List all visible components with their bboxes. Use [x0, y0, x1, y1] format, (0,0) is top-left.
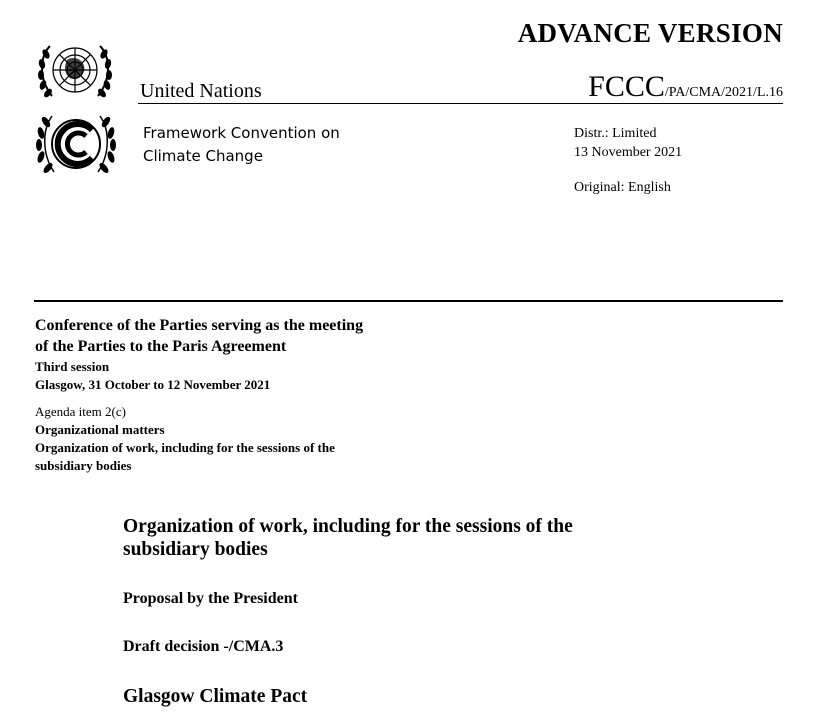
document-symbol	[588, 70, 783, 104]
pact-title: Glasgow Climate Pact	[123, 686, 308, 707]
distribution-block	[574, 124, 682, 162]
convention-line-1: Framework Convention on	[143, 124, 340, 142]
conference-line-1: Conference of the Parties serving as the meeting	[35, 317, 364, 334]
session-block	[35, 358, 270, 394]
location-dates: Glasgow, 31 October to 12 November 2021	[35, 377, 271, 392]
agenda-title: Organizational matters	[35, 422, 165, 437]
agenda-item: Agenda item 2(c)	[35, 404, 126, 419]
document-title-line-1: Organization of work, including for the sessions of the	[123, 516, 573, 537]
conference-heading	[35, 315, 363, 357]
session-label: Third session	[35, 359, 110, 374]
original-language: Original: English	[574, 180, 671, 195]
un-emblem-icon	[34, 38, 116, 104]
conference-line-2: of the Parties to the Paris Agreement	[35, 338, 287, 355]
agenda-subtitle-line-1: Organization of work, including for the sessions of the	[35, 440, 335, 455]
organization-name: United Nations	[140, 80, 262, 102]
symbol-suffix: /PA/CMA/2021/L.16	[664, 85, 783, 100]
document-title	[123, 515, 573, 561]
symbol-main: FCCC	[588, 70, 665, 103]
document-title-line-2: subsidiary bodies	[123, 539, 268, 560]
proposal-label: Proposal by the President	[123, 590, 298, 607]
convention-line-2: Climate Change	[143, 147, 263, 165]
unfccc-emblem-icon	[34, 108, 118, 180]
agenda-subtitle-line-2: subsidiary bodies	[35, 458, 132, 473]
document-date: 13 November 2021	[574, 145, 683, 160]
advance-version-label: ADVANCE VERSION	[517, 18, 783, 48]
header-divider	[138, 103, 783, 104]
section-divider	[34, 300, 783, 302]
distribution-label: Distr.: Limited	[574, 126, 657, 141]
agenda-block	[35, 403, 335, 475]
convention-name	[143, 122, 340, 168]
draft-decision-label: Draft decision -/CMA.3	[123, 638, 284, 655]
